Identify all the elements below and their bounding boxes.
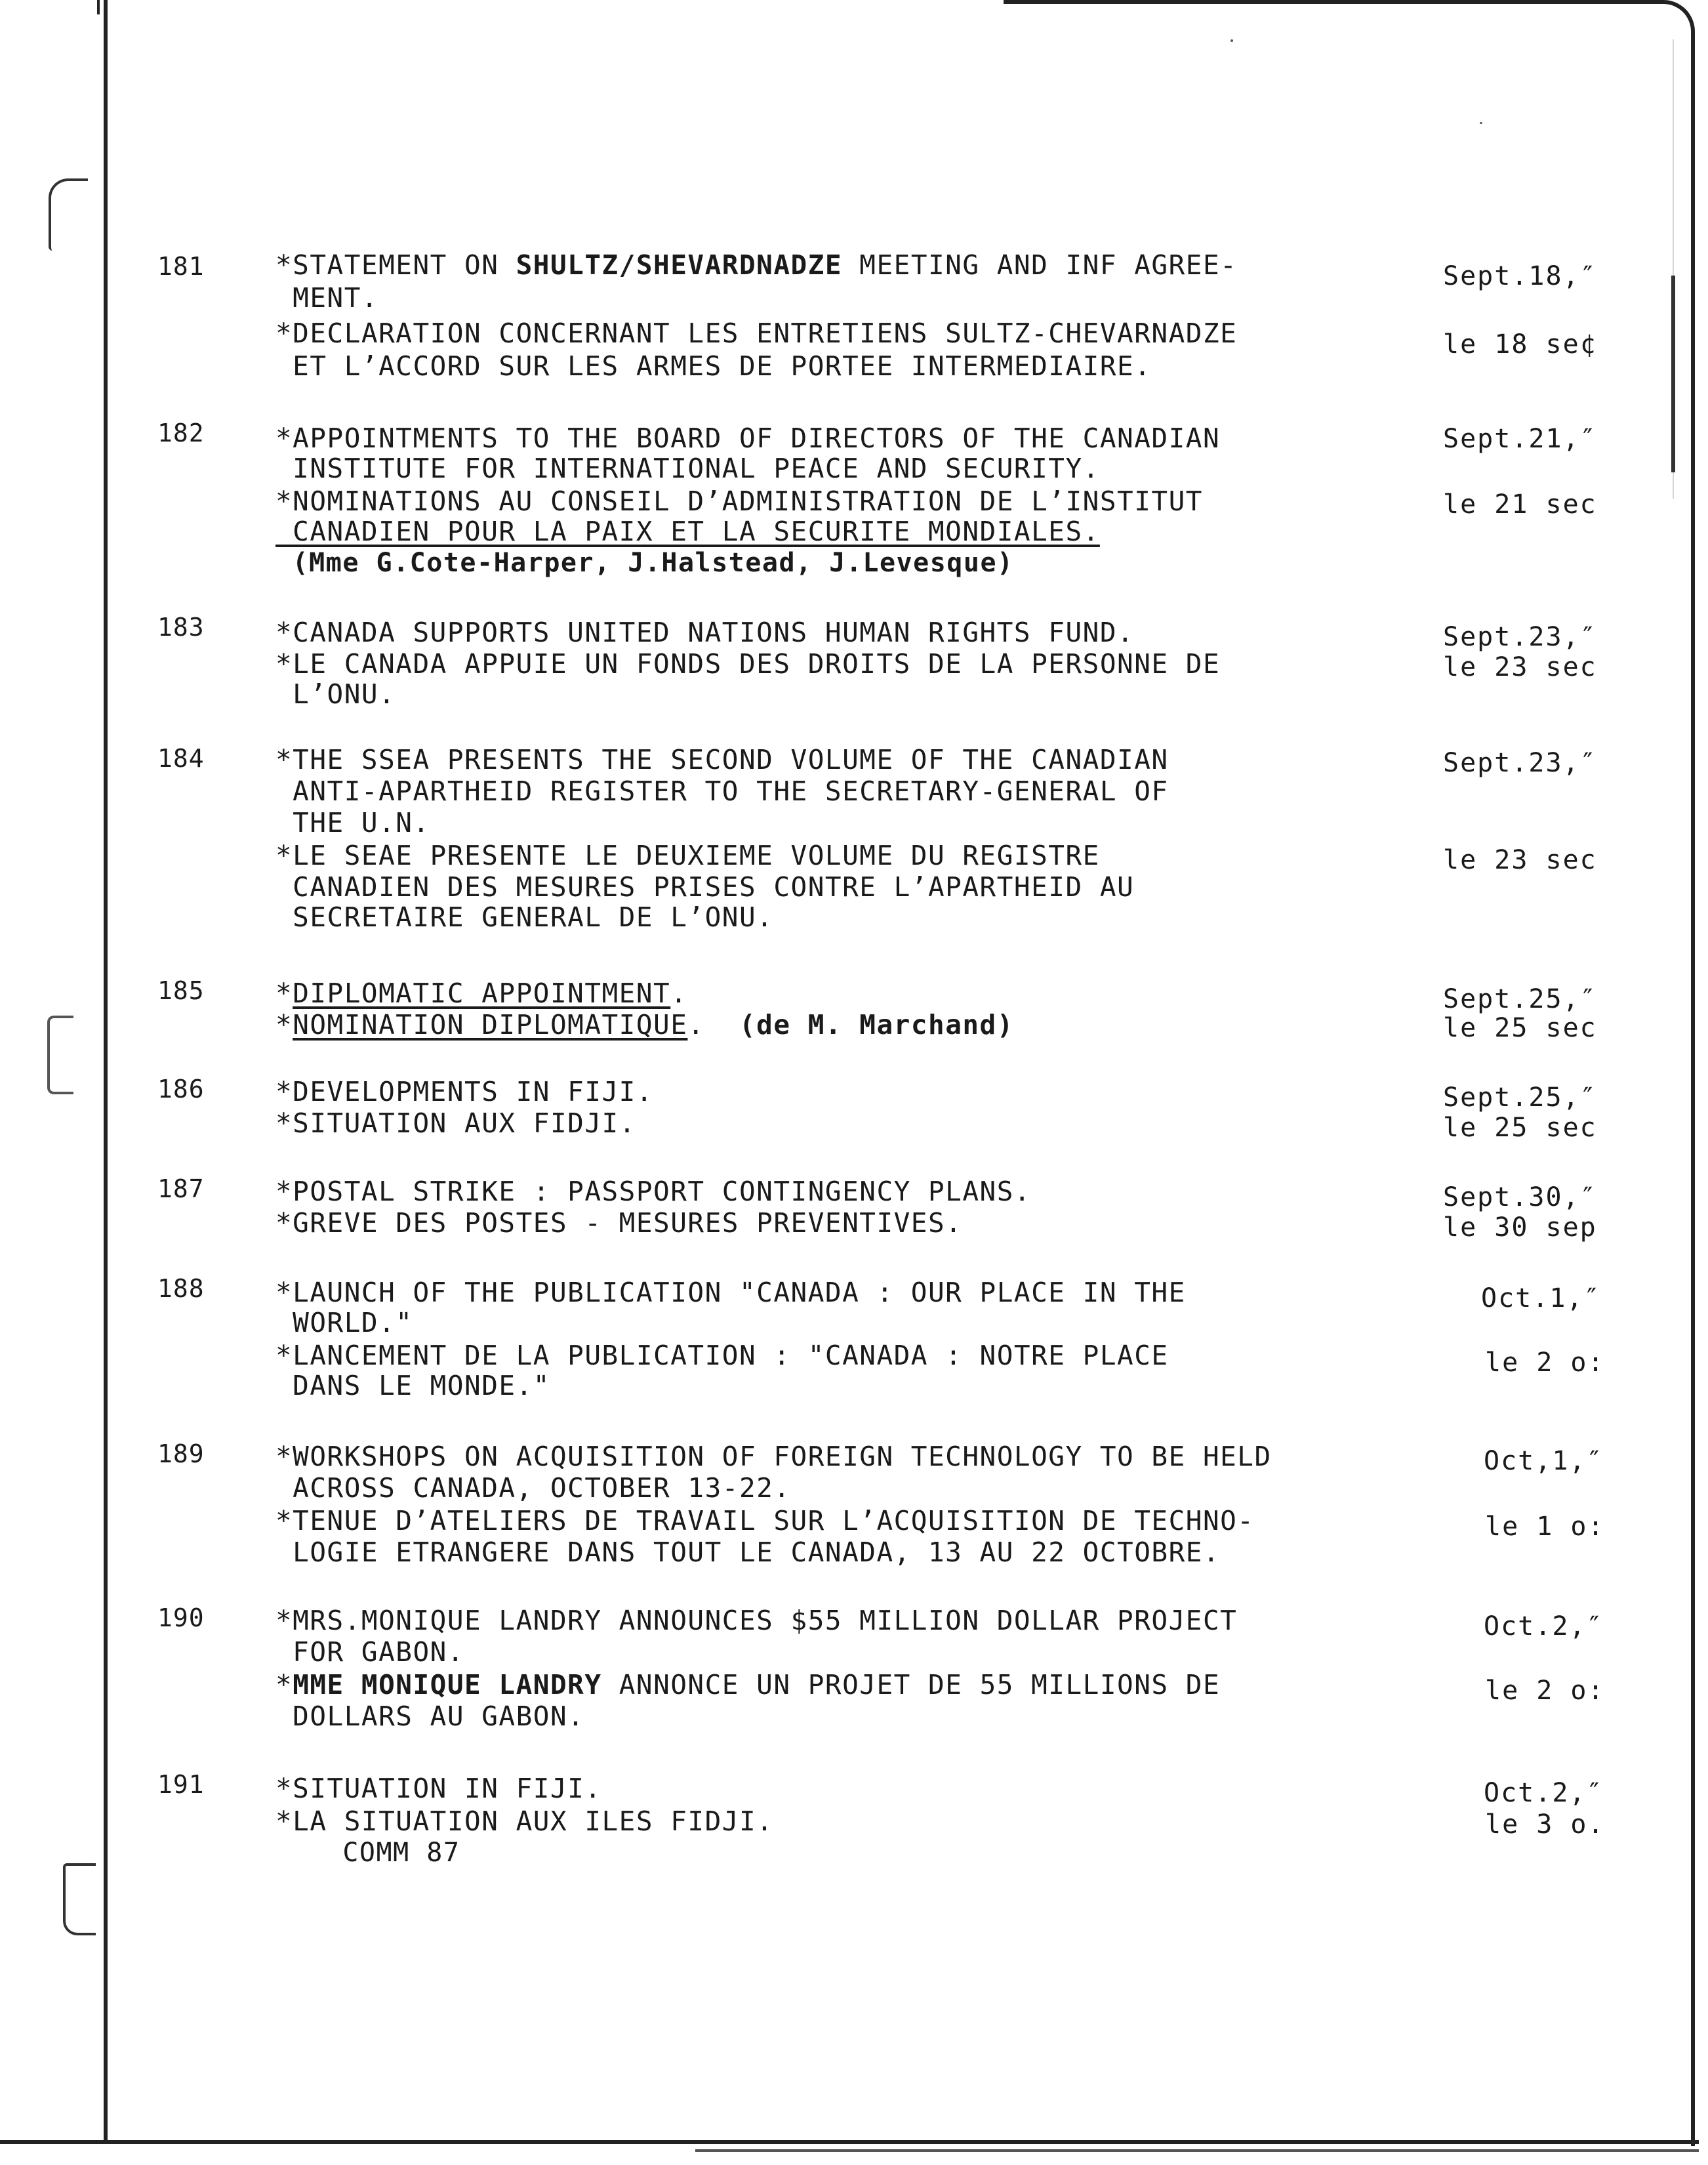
entry-date-french: le 2 o: [1485,1676,1605,1706]
entry-line: *TENUE D’ATELIERS DE TRAVAIL SUR L’ACQUISITION DE TECHNO- [275,1505,1255,1536]
entry-date-english: Sept.25,″ [1443,984,1597,1014]
entry-line: INSTITUTE FOR INTERNATIONAL PEACE AND SECURITY. [275,453,1100,484]
entry-line: *LAUNCH OF THE PUBLICATION "CANADA : OUR PLACE IN THE [275,1277,1186,1308]
entry-date-english: Sept.25,″ [1443,1082,1597,1113]
release-number: 184 [157,744,205,773]
entry-date-french: le 2 o: [1485,1348,1605,1378]
binder-ring-mark [49,178,88,251]
release-number: 186 [157,1075,205,1103]
entry-line: *MRS.MONIQUE LANDRY ANNOUNCES $55 MILLION DOLLAR PROJECT [275,1605,1238,1636]
entry-date-english: Sept.23,″ [1443,622,1597,652]
entry-date-english: Sept.18,″ [1443,261,1597,291]
entry-date-english: Sept.30,″ [1443,1182,1597,1212]
page-border-left-top [97,0,100,14]
entry-text-bold: MME MONIQUE LANDRY [293,1669,602,1701]
release-number: 182 [157,419,205,447]
page-border-bottom [0,2140,1699,2144]
entry-text-bold: SHULTZ/SHEVARDNADZE [516,249,843,281]
entry-line: *LE CANADA APPUIE UN FONDS DES DROITS DE LA PERSONNE DE [275,648,1221,680]
entry-date-french: le 18 se¢ [1443,329,1597,360]
entry-title-underlined: NOMINATION DIPLOMATIQUE [293,1009,688,1041]
entry-date-english: Sept.23,″ [1443,748,1597,778]
entry-date-english: Oct.2,″ [1484,1611,1604,1641]
comm-reference: COMM 87 [275,1838,460,1868]
entry-line: *DIPLOMATIC APPOINTMENT. [275,978,688,1009]
page-border-top [1004,0,1659,4]
entry-line: *MME MONIQUE LANDRY ANNONCE UN PROJET DE 55 MILLIONS DE [275,1669,1221,1701]
page-border-left [104,0,108,2140]
entry-line: *NOMINATION DIPLOMATIQUE. (de M. Marchand) [275,1009,1014,1041]
release-number: 187 [157,1174,205,1203]
scan-speck [1230,39,1233,42]
entry-line: SECRETAIRE GENERAL DE L’ONU. [275,901,774,933]
entry-date-french: le 30 sep [1443,1212,1597,1243]
entry-date-french: le 3 o. [1485,1809,1605,1840]
entry-line: *LE SEAE PRESENTE LE DEUXIEME VOLUME DU REGISTRE [275,840,1100,871]
entry-line-underlined: CANADIEN POUR LA PAIX ET LA SECURITE MONDIALES. [275,516,1100,547]
entry-line: *THE SSEA PRESENTS THE SECOND VOLUME OF THE CANADIAN [275,744,1169,775]
entry-line: L’ONU. [275,678,396,710]
page-corner [1653,0,1695,39]
entry-date-english: Oct.2,″ [1484,1778,1604,1808]
appointees-note: (Mme G.Cote-Harper, J.Halstead, J.Levesque) [275,548,1014,578]
entry-line: *CANADA SUPPORTS UNITED NATIONS HUMAN RIGHTS FUND. [275,617,1135,648]
entry-line: *GREVE DES POSTES - MESURES PREVENTIVES. [275,1207,963,1239]
release-number: 191 [157,1770,205,1799]
entry-line: *WORKSHOPS ON ACQUISITION OF FOREIGN TECHNOLOGY TO BE HELD [275,1441,1272,1472]
release-number: 189 [157,1439,205,1468]
release-number: 185 [157,976,205,1005]
entry-line: DANS LE MONDE." [275,1370,550,1401]
entry-date-english: Oct.1,″ [1481,1283,1601,1313]
entry-line: *LA SITUATION AUX ILES FIDJI. [275,1805,774,1837]
entry-line: *POSTAL STRIKE : PASSPORT CONTINGENCY PLANS. [275,1176,1032,1207]
page-border-bottom-shadow [695,2149,1699,2152]
entry-line: FOR GABON. [275,1636,465,1668]
release-number: 183 [157,613,205,642]
entry-line: ANTI-APARTHEID REGISTER TO THE SECRETARY-GENERAL OF [275,775,1169,807]
entry-date-french: le 23 sec [1443,845,1597,875]
entry-line: ACROSS CANADA, OCTOBER 13-22. [275,1472,791,1504]
release-number: 188 [157,1274,205,1303]
entry-date-english: Sept.21,″ [1443,424,1597,454]
entry-date-french: le 23 sec [1443,652,1597,682]
entry-line: THE U.N. [275,807,430,838]
entry-line: *DECLARATION CONCERNANT LES ENTRETIENS SULTZ-CHEVARNADZE [275,318,1238,349]
release-number: 190 [157,1603,205,1632]
entry-line: *APPOINTMENTS TO THE BOARD OF DIRECTORS OF THE CANADIAN [275,423,1221,454]
entry-line: *SITUATION IN FIJI. [275,1773,602,1804]
entry-line: *LANCEMENT DE LA PUBLICATION : "CANADA : NOTRE PLACE [275,1340,1169,1371]
entry-line: *DEVELOPMENTS IN FIJI. [275,1076,654,1107]
scan-speck [1480,122,1482,124]
entry-date-french: le 21 sec [1443,489,1597,520]
entry-date-french: le 25 sec [1443,1013,1597,1043]
page-border-right [1691,37,1695,2146]
entry-line: MENT. [275,282,379,314]
binder-ring-mark [47,1016,73,1094]
entry-line: LOGIE ETRANGERE DANS TOUT LE CANADA, 13 AU 22 OCTOBRE. [275,1536,1221,1568]
entry-line: CANADIEN DES MESURES PRISES CONTRE L’APARTHEID AU [275,871,1135,903]
entry-date-french: le 1 o: [1485,1512,1605,1542]
entry-line: *NOMINATIONS AU CONSEIL D’ADMINISTRATION DE L’INSTITUT [275,485,1203,517]
entry-line: ET L’ACCORD SUR LES ARMES DE PORTEE INTERMEDIAIRE. [275,350,1152,382]
page-edge-mark [1671,276,1675,472]
binder-ring-mark [63,1863,96,1935]
entry-line: WORLD." [275,1307,413,1338]
entry-date-french: le 25 sec [1443,1113,1597,1143]
entry-date-english: Oct,1,″ [1484,1446,1604,1476]
release-number: 181 [157,252,205,281]
entry-line: *STATEMENT ON SHULTZ/SHEVARDNADZE MEETING AND INF AGREE- [275,249,1238,281]
entry-title-underlined: DIPLOMATIC APPOINTMENT [293,978,671,1009]
entry-line: DOLLARS AU GABON. [275,1701,585,1732]
entry-line: *SITUATION AUX FIDJI. [275,1107,636,1139]
entry-note: (de M. Marchand) [739,1009,1014,1041]
